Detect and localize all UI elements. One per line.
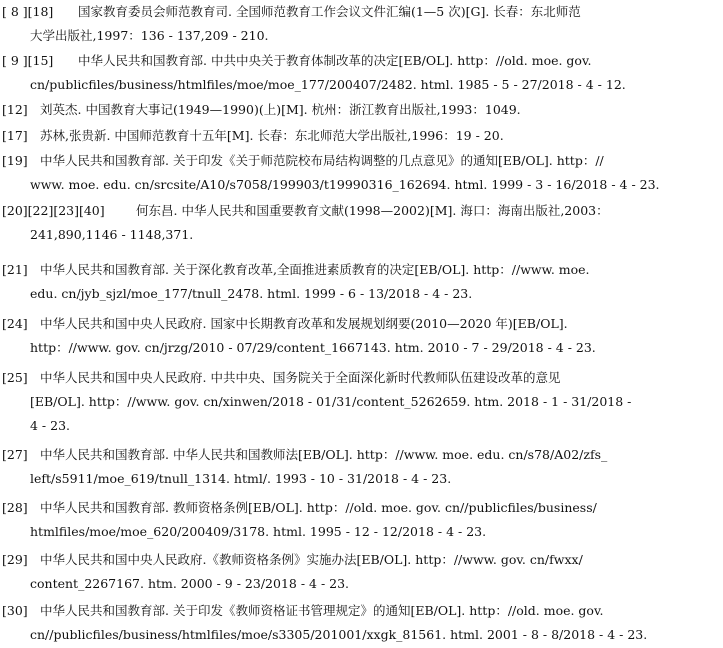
reference-text-line: left/s5911/moe_619/tnull_1314. html/. 1993 - 10 - 31/2018 - 4 - 23. <box>30 471 452 486</box>
reference-label: [17] <box>2 128 28 143</box>
reference-text-line: 苏林,张贵新. 中国师范教育十五年[M]. 长春：东北师范大学出版社,1996：19 - 20. <box>40 128 504 143</box>
reference-label: [29] <box>2 552 28 567</box>
reference-text-line: 中华人民共和国教育部. 关于深化教育改革,全面推进素质教育的决定[EB/OL]. http：//www. moe. <box>40 262 590 277</box>
reference-text-line: 何东昌. 中华人民共和国重要教育文献(1998—2002)[M]. 海口：海南出版社,2003： <box>136 203 609 218</box>
reference-text-line: 中华人民共和国教育部. 中华人民共和国教师法[EB/OL]. http：//www. moe. edu. cn/s78/A02/zfs_ <box>40 447 608 462</box>
reference-text-line: 国家教育委员会师范教育司. 全国师范教育工作会议文件汇编(1—5 次)[G]. 长春：东北师范 <box>78 4 581 19</box>
reference-text-line: 刘英杰. 中国教育大事记(1949—1990)(上)[M]. 杭州：浙江教育出版社,1993：1049. <box>40 102 521 117</box>
reference-text-line: 中华人民共和国中央人民政府.《教师资格条例》实施办法[EB/OL]. http：//www. gov. cn/fwxx/ <box>40 552 583 567</box>
reference-text-line: 4 - 23. <box>30 418 71 433</box>
reference-label: [24] <box>2 316 28 331</box>
reference-label: [19] <box>2 153 28 168</box>
reference-label: [28] <box>2 500 28 515</box>
reference-text-line: 中华人民共和国教育部. 关于印发《教师资格证书管理规定》的通知[EB/OL]. http：//old. moe. gov. <box>40 603 604 618</box>
reference-label: [30] <box>2 603 28 618</box>
reference-label: [12] <box>2 102 28 117</box>
reference-label: [21] <box>2 262 28 277</box>
reference-text-line: cn//publicfiles/business/htmlfiles/moe/s3305/201001/xxgk_81561. html. 2001 - 8 - 8/2018 - 4 - 23. <box>30 627 648 642</box>
reference-text-line: 中华人民共和国教育部. 中共中央关于教育体制改革的决定[EB/OL]. http：//old. moe. gov. <box>78 53 592 68</box>
reference-text-line: content_2267167. htm. 2000 - 9 - 23/2018 - 4 - 23. <box>30 576 350 591</box>
reference-text-line: 大学出版社,1997：136 - 137,209 - 210. <box>30 28 269 43</box>
reference-text-line: 中华人民共和国教育部. 教师资格条例[EB/OL]. http：//old. moe. gov. cn//publicfiles/business/ <box>40 500 597 515</box>
reference-text-line: cn/publicfiles/business/htmlfiles/moe/moe_177/200407/2482. html. 1985 - 5 - 27/2018 - 4 - 12. <box>30 77 626 92</box>
reference-label: [20][22][23][40] <box>2 203 105 218</box>
reference-text-line: 中华人民共和国中央人民政府. 中共中央、国务院关于全面深化新时代教师队伍建设改革的意见 <box>40 370 561 385</box>
reference-text-line: 241,890,1146 - 1148,371. <box>30 227 194 242</box>
reference-text-line: www. moe. edu. cn/srcsite/A10/s7058/199903/t19990316_162694. html. 1999 - 3 - 16/2018 - 4 - 23. <box>30 177 660 192</box>
reference-text-line: http：//www. gov. cn/jrzg/2010 - 07/29/content_1667143. htm. 2010 - 7 - 29/2018 - 4 - 23. <box>30 340 596 355</box>
reference-text-line: 中华人民共和国中央人民政府. 国家中长期教育改革和发展规划纲要(2010—2020 年)[EB/OL]. <box>40 316 568 331</box>
reference-label: [ 9 ][15] <box>2 53 54 68</box>
reference-label: [25] <box>2 370 28 385</box>
reference-text-line: [EB/OL]. http：//www. gov. cn/xinwen/2018 - 01/31/content_5262659. htm. 2018 - 1 - 31/2018 - <box>30 394 632 409</box>
reference-label: [ 8 ][18] <box>2 4 54 19</box>
reference-text-line: edu. cn/jyb_sjzl/moe_177/tnull_2478. html. 1999 - 6 - 13/2018 - 4 - 23. <box>30 286 473 301</box>
reference-text-line: 中华人民共和国教育部. 关于印发《关于师范院校布局结构调整的几点意见》的通知[EB/OL]. http：// <box>40 153 604 168</box>
reference-text-line: htmlfiles/moe/moe_620/200409/3178. html. 1995 - 12 - 12/2018 - 4 - 23. <box>30 524 487 539</box>
reference-label: [27] <box>2 447 28 462</box>
